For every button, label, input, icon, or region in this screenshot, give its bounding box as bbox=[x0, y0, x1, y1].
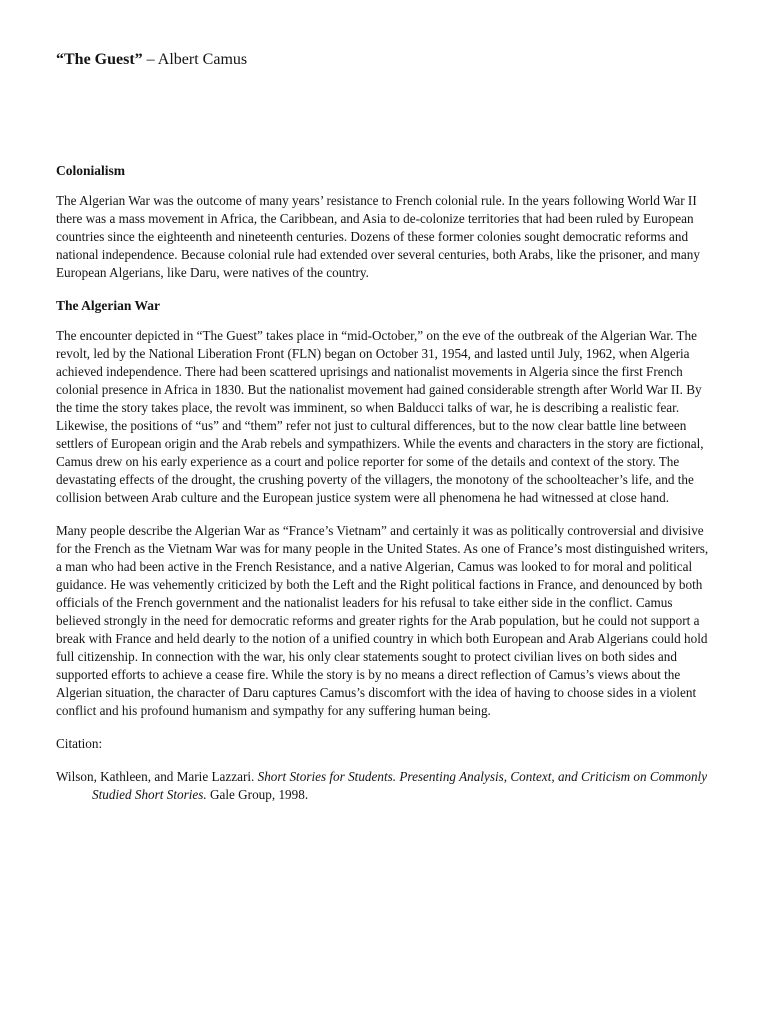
section-heading-algerian-war: The Algerian War bbox=[56, 298, 161, 313]
paragraph-algerian-war-2: Many people describe the Algerian War as “France’s Vietnam” and certainly it was as politically controversial and divisive for the French as the Vietnam War was for many people in the United States. As one of France’s most distinguished writers, a man who had been active in the French Resistance, and a native Algerian, Camus was looked to for moral and political guidance. He was vehemently criticized by both the Left and the Right political factions in France, and denounced by both officials of the French government and the nationalist leaders for his refusal to take either side in the conflict. Camus believed strongly in the need for democratic reforms and greater rights for the Arab population, but he could not support a break with France and held dearly to the notion of a unified country in which both European and Arab Algerians could hold full citizenship. In connection with the war, his only clear statements sought to protect civilian lives on both sides and supported efforts to achieve a cease fire. While the story is by no means a direct reflection of Camus’s views about the Algerian situation, the character of Daru captures Camus’s discomfort with the idea of having to choose sides in a violent conflict and his profound humanism and sympathy for any suffering human being. bbox=[56, 523, 709, 718]
story-title: “The Guest” bbox=[56, 51, 143, 68]
paragraph-algerian-war-1: The encounter depicted in “The Guest” takes place in “mid-October,” on the eve of the outbreak of the Algerian War. The revolt, led by the National Liberation Front (FLN) began on October 31, 1954, and lasted until July, 1962, when Algeria achieved independence. There had been scattered uprisings and nationalist movements in Algeria since the first French colonial presence in Africa in 1830. But the nationalist movement had gained considerable strength after World War II. By the time the story takes place, the revolt was imminent, so when Balducci talks of war, he is describing a realistic fear. Likewise, the positions of “us” and “them” refer not just to cultural differences, but to the now clear battle line between settlers of European origin and the Arab rebels and sympathizers. While the events and characters in the story are fictional, Camus drew on his early experience as a court and police reporter for some of the details and context of the story. The devastating effects of the drought, the crushing poverty of the villagers, the monotony of the schoolteacher’s life, and the collision between Arab culture and the European justice system were all phenomena he had witnessed at close hand. bbox=[56, 328, 704, 505]
citation-label: Citation: bbox=[56, 736, 103, 751]
citation-work-title: Short Stories for Students. Presenting Analysis, Context, and Criticism on Commonly Studied Short Stories. bbox=[92, 769, 708, 802]
author-name: Albert Camus bbox=[157, 51, 248, 68]
citation-authors: Wilson, Kathleen, and Marie Lazzari. bbox=[56, 769, 258, 784]
citation-reference bbox=[56, 768, 712, 804]
document-title bbox=[56, 50, 712, 70]
citation-publisher: Gale Group, 1998. bbox=[206, 787, 309, 802]
title-separator: – bbox=[142, 51, 158, 68]
section-heading-colonialism: Colonialism bbox=[56, 163, 126, 178]
paragraph-colonialism: The Algerian War was the outcome of many years’ resistance to French colonial rule. In the years following World War II there was a mass movement in Africa, the Caribbean, and Asia to de-colonize territories that had been ruled by European countries since the eighteenth and nineteenth centuries. Dozens of these former colonies sought democratic reforms and national independence. Because colonial rule had extended over several centuries, both Arabs, like the prisoner, and many European Algerians, like Daru, were natives of the country. bbox=[56, 193, 700, 280]
